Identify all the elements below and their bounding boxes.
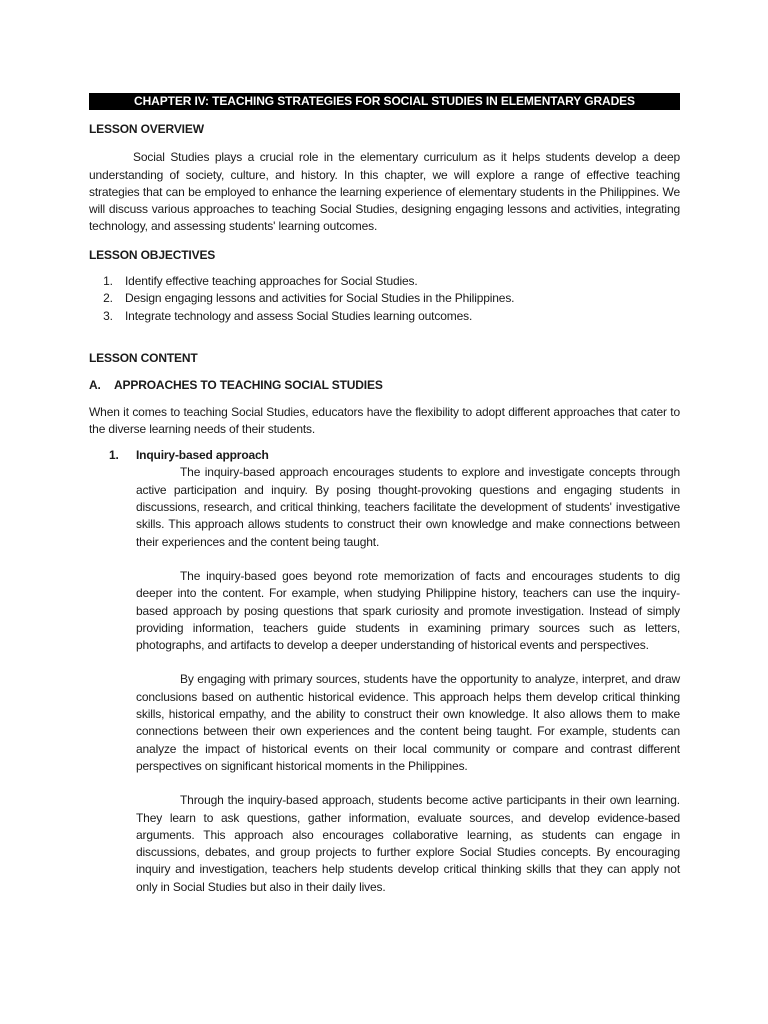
chapter-title-bar: CHAPTER IV: TEACHING STRATEGIES FOR SOCIAL STUDIES IN ELEMENTARY GRADES: [89, 93, 680, 110]
objectives-list: [89, 273, 680, 325]
objective-item: 1. Identify effective teaching approaches for Social Studies.: [116, 273, 680, 290]
overview-paragraph: Social Studies plays a crucial role in the elementary curriculum as it helps students develop a deep understanding of society, culture, and history. In this chapter, we will explore a range of effective teaching strategies that can be employed to enhance the learning experience of elementary students in the Philippines. We will discuss various approaches to teaching Social Studies, designing engaging lessons and activities, integrating technology, and assessing students' learning outcomes.: [89, 150, 680, 234]
inquiry-based-approach: [109, 447, 680, 896]
method-number: 1.: [109, 448, 119, 463]
method-paragraph: The inquiry-based goes beyond rote memorization of facts and encourages students to dig deeper into the content. For example, when studying Philippine history, teachers can use the inquiry-based approach by posing questions that spark curiosity and promote investigation. Instead of simply providing information, teachers guide students in examining primary sources such as letters, photographs, and artifacts to develop a deeper understanding of historical events and perspectives.: [136, 568, 680, 653]
method-heading: [109, 447, 680, 464]
lesson-objectives-heading: LESSON OBJECTIVES: [89, 247, 216, 262]
document-body: [89, 121, 680, 896]
section-letter: A.: [89, 378, 101, 393]
method-title: Inquiry-based approach: [136, 448, 269, 463]
method-paragraph: The inquiry-based approach encourages students to explore and investigate concepts through active participation and inquiry. By posing thought-provoking questions and engaging students in discussions, research, and critical thinking, teachers facilitate the development of students' investigative skills. This approach allows students to construct their own knowledge and make connections between their experiences and the content being taught.: [136, 465, 680, 549]
objective-item: 3. Integrate technology and assess Social Studies learning outcomes.: [116, 308, 680, 325]
method-body: [136, 464, 680, 896]
section-intro-paragraph: When it comes to teaching Social Studies, educators have the flexibility to adopt different approaches that cater to the diverse learning needs of their students.: [89, 404, 680, 436]
method-paragraph: Through the inquiry-based approach, students become active participants in their own learning. They learn to ask questions, gather information, evaluate sources, and develop evidence-based arguments. This approach also encourages collaborative learning, as students can engage in discussions, debates, and group projects to further explore Social Studies concepts. By encouraging inquiry and investigation, teachers help students develop critical thinking skills that they can apply not only in Social Studies but also in their daily lives.: [136, 793, 680, 894]
objective-item: 2. Design engaging lessons and activities for Social Studies in the Philippines.: [116, 290, 680, 307]
section-title: APPROACHES TO TEACHING SOCIAL STUDIES: [114, 378, 383, 393]
lesson-content-heading: LESSON CONTENT: [89, 350, 198, 365]
section-a-heading: [89, 377, 680, 394]
method-paragraph: By engaging with primary sources, students have the opportunity to analyze, interpret, and draw conclusions based on authentic historical evidence. This approach helps them develop critical thinking skills, historical empathy, and the ability to construct their own knowledge. It also allows them to make connections between their own experiences and the content being taught. For example, students can analyze the impact of historical events on their local community or compare and contrast different perspectives on significant historical moments in the Philippines.: [136, 672, 680, 773]
lesson-overview-heading: LESSON OVERVIEW: [89, 122, 204, 136]
